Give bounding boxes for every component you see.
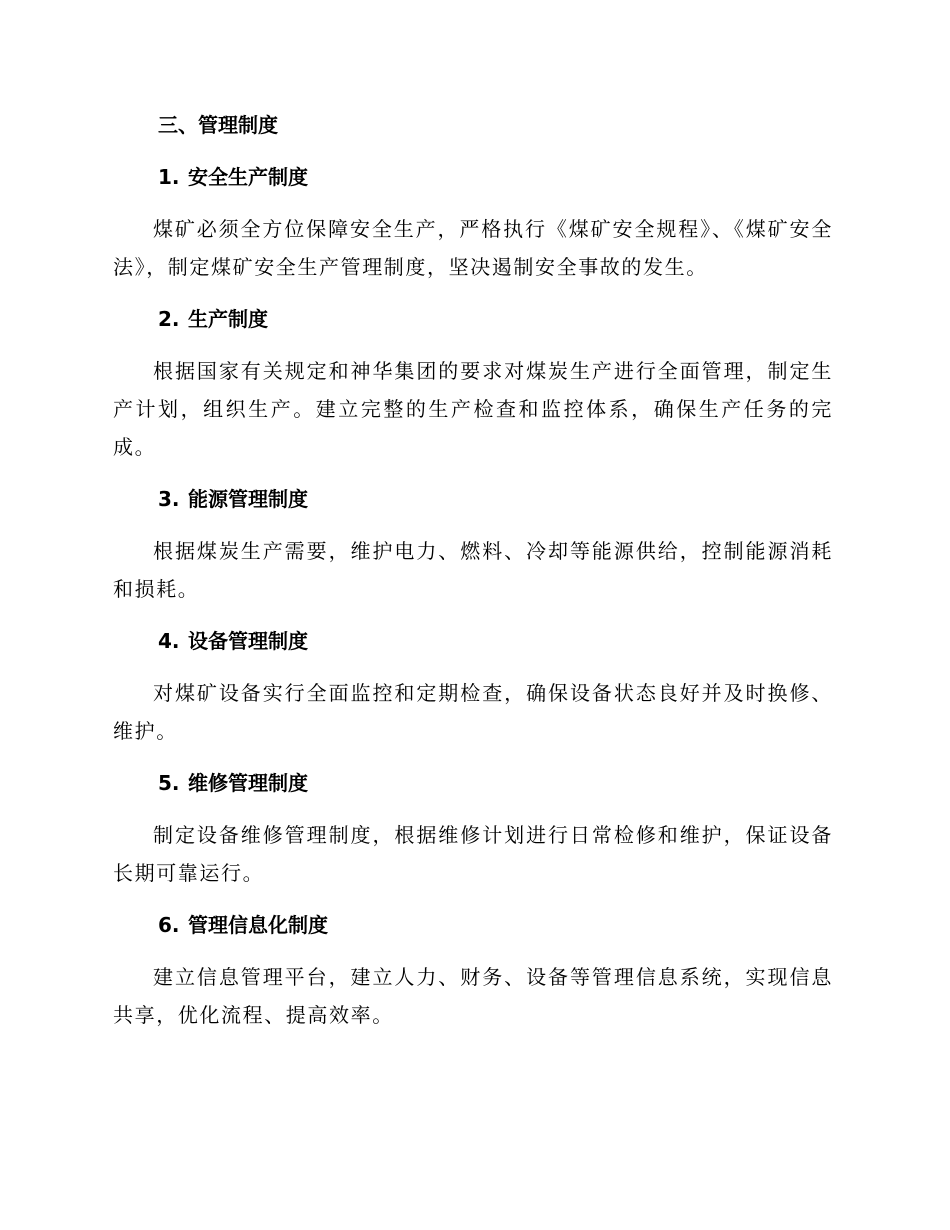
item-heading-text: 生产制度 bbox=[188, 307, 268, 331]
document-content bbox=[113, 106, 833, 1048]
item-safety bbox=[113, 158, 833, 286]
item-information bbox=[113, 906, 833, 1034]
item-heading bbox=[158, 764, 833, 802]
item-body: 建立信息管理平台，建立人力、财务、设备等管理信息系统，实现信息共享，优化流程、提高效率。 bbox=[113, 965, 833, 1027]
item-heading-text: 安全生产制度 bbox=[188, 165, 308, 189]
section-title: 三、管理制度 bbox=[158, 113, 278, 137]
item-body: 对煤矿设备实行全面监控和定期检查，确保设备状态良好并及时换修、维护。 bbox=[113, 681, 833, 743]
item-energy bbox=[113, 480, 833, 608]
item-body: 根据煤炭生产需要，维护电力、燃料、冷却等能源供给，控制能源消耗和损耗。 bbox=[113, 539, 833, 601]
item-heading bbox=[158, 158, 833, 196]
item-heading-text: 能源管理制度 bbox=[188, 487, 308, 511]
item-number: 5. bbox=[158, 771, 180, 795]
item-number: 3. bbox=[158, 487, 180, 511]
item-heading bbox=[158, 480, 833, 518]
item-body: 制定设备维修管理制度，根据维修计划进行日常检修和维护，保证设备长期可靠运行。 bbox=[113, 823, 833, 885]
item-maintenance bbox=[113, 764, 833, 892]
item-heading bbox=[158, 906, 833, 944]
item-number: 6. bbox=[158, 913, 180, 937]
item-body: 根据国家有关规定和神华集团的要求对煤炭生产进行全面管理，制定生产计划，组织生产。建立完整的生产检查和监控体系，确保生产任务的完成。 bbox=[113, 359, 833, 459]
item-number: 2. bbox=[158, 307, 180, 331]
item-heading bbox=[158, 622, 833, 660]
item-heading-text: 维修管理制度 bbox=[188, 771, 308, 795]
item-equipment bbox=[113, 622, 833, 750]
item-heading-text: 管理信息化制度 bbox=[188, 913, 328, 937]
item-production bbox=[113, 300, 833, 466]
item-number: 1. bbox=[158, 165, 180, 189]
item-number: 4. bbox=[158, 629, 180, 653]
item-heading-text: 设备管理制度 bbox=[188, 629, 308, 653]
item-body: 煤矿必须全方位保障安全生产，严格执行《煤矿安全规程》、《煤矿安全法》，制定煤矿安全生产管理制度，坚决遏制安全事故的发生。 bbox=[113, 217, 833, 279]
item-heading bbox=[158, 300, 833, 338]
